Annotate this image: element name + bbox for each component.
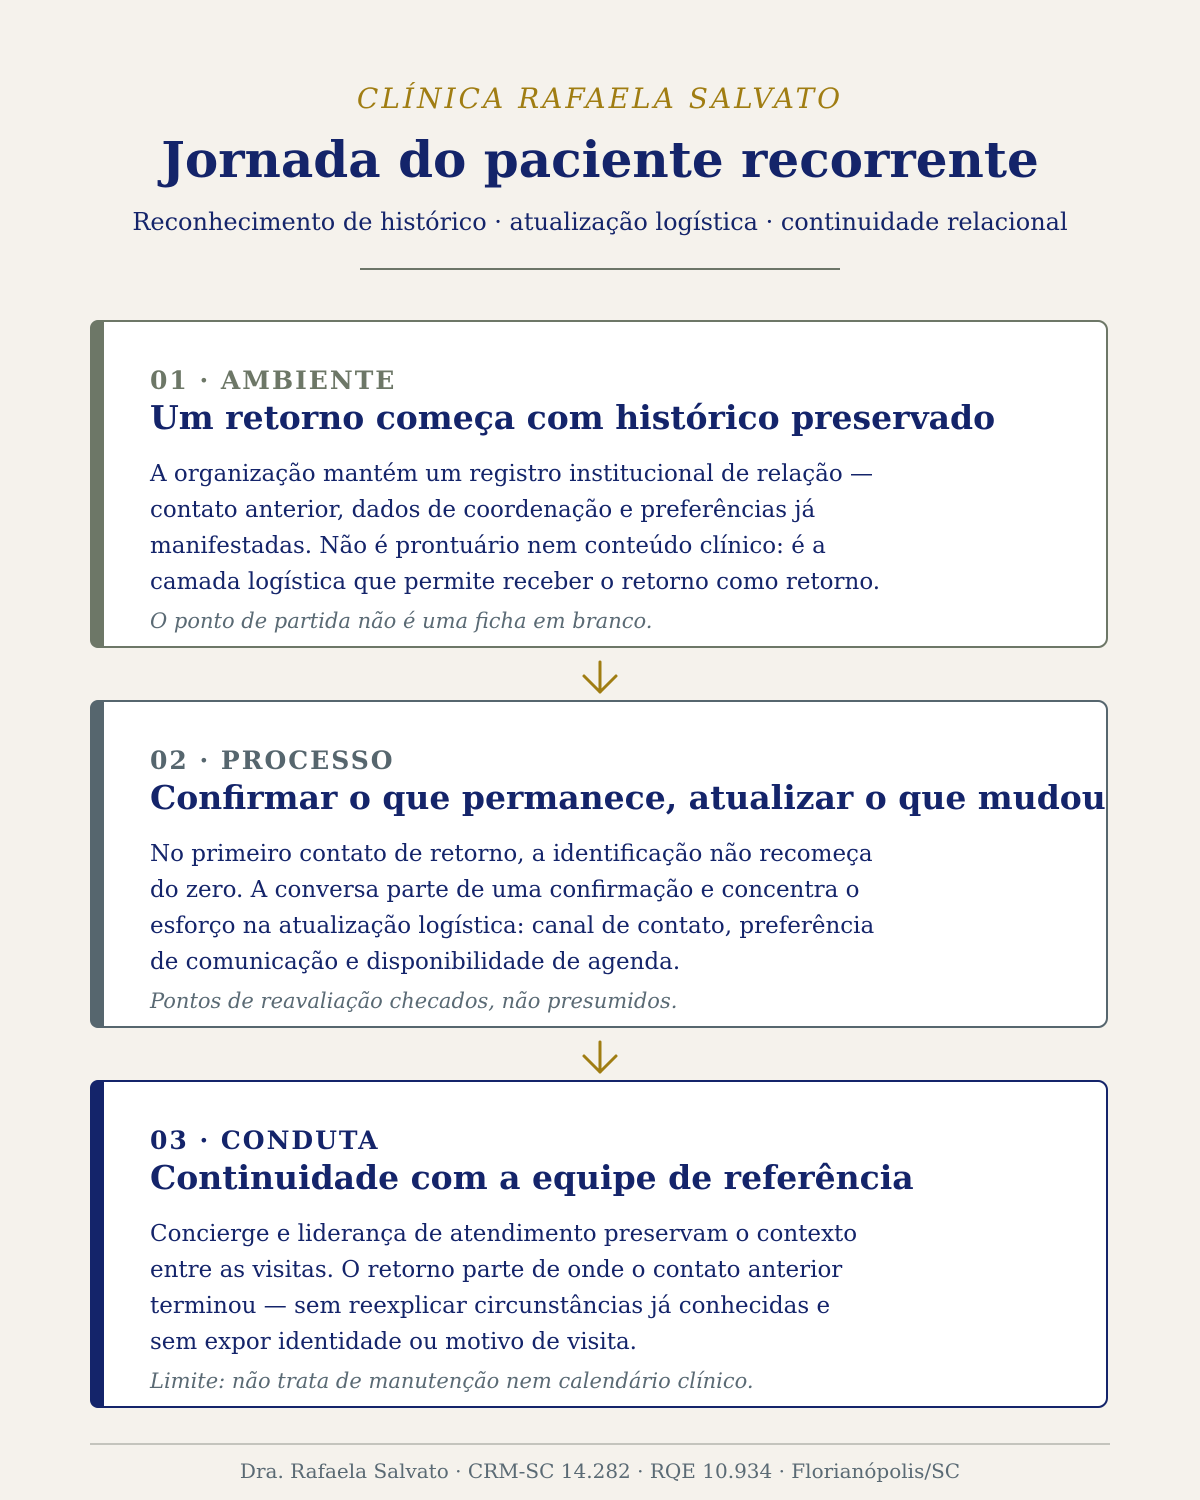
footer-credentials: Dra. Rafaela Salvato · CRM-SC 14.282 · RQE 10.934 · Florianópolis/SC bbox=[239, 1459, 961, 1483]
card-accent-stripe bbox=[90, 1080, 104, 1408]
step-card-conduta bbox=[90, 1080, 1108, 1408]
card-accent-stripe bbox=[90, 320, 104, 648]
step-heading: Confirmar o que permanece, atualizar o que mudou bbox=[150, 778, 1106, 817]
step-body-line: contato anterior, dados de coordenação e preferências já bbox=[150, 497, 816, 523]
arrow-down-icon bbox=[580, 658, 620, 698]
step-body bbox=[150, 456, 970, 600]
step-note: Pontos de reavaliação checados, não presumidos. bbox=[150, 989, 678, 1013]
step-body-line: manifestadas. Não é prontuário nem conteúdo clínico: é a bbox=[150, 533, 826, 559]
step-label: 03 · CONDUTA bbox=[150, 1126, 380, 1155]
step-note: O ponto de partida não é uma ficha em branco. bbox=[150, 609, 653, 633]
step-heading: Um retorno começa com histórico preservado bbox=[150, 398, 996, 437]
page-subtitle: Reconhecimento de histórico · atualização logística · continuidade relacional bbox=[132, 208, 1068, 236]
step-note: Limite: não trata de manutenção nem calendário clínico. bbox=[150, 1369, 754, 1393]
step-label: 02 · PROCESSO bbox=[150, 746, 395, 775]
step-body bbox=[150, 836, 970, 980]
step-body-line: terminou — sem reexplicar circunstâncias já conhecidas e bbox=[150, 1293, 831, 1319]
step-card-ambiente bbox=[90, 320, 1108, 648]
step-body-line: Concierge e liderança de atendimento preservam o contexto bbox=[150, 1221, 858, 1247]
header-divider bbox=[360, 268, 840, 270]
step-card-processo bbox=[90, 700, 1108, 1028]
step-body-line: de comunicação e disponibilidade de agenda. bbox=[150, 949, 681, 975]
step-body bbox=[150, 1216, 970, 1360]
footer-divider bbox=[90, 1443, 1110, 1445]
card-accent-stripe bbox=[90, 700, 104, 1028]
step-body-line: camada logística que permite receber o retorno como retorno. bbox=[150, 569, 881, 595]
step-body-line: A organização mantém um registro institucional de relação — bbox=[150, 461, 874, 487]
step-body-line: entre as visitas. O retorno parte de onde o contato anterior bbox=[150, 1257, 843, 1283]
step-body-line: No primeiro contato de retorno, a identificação não recomeça bbox=[150, 841, 873, 867]
clinic-name: CLÍNICA RAFAELA SALVATO bbox=[356, 82, 844, 115]
step-body-line: esforço na atualização logística: canal de contato, preferência bbox=[150, 913, 875, 939]
arrow-down-icon bbox=[580, 1038, 620, 1078]
step-heading: Continuidade com a equipe de referência bbox=[150, 1158, 914, 1197]
step-body-line: do zero. A conversa parte de uma confirmação e concentra o bbox=[150, 877, 860, 903]
step-body-line: sem expor identidade ou motivo de visita. bbox=[150, 1329, 637, 1355]
step-label: 01 · AMBIENTE bbox=[150, 366, 397, 395]
page-title: Jornada do paciente recorrente bbox=[161, 130, 1039, 189]
